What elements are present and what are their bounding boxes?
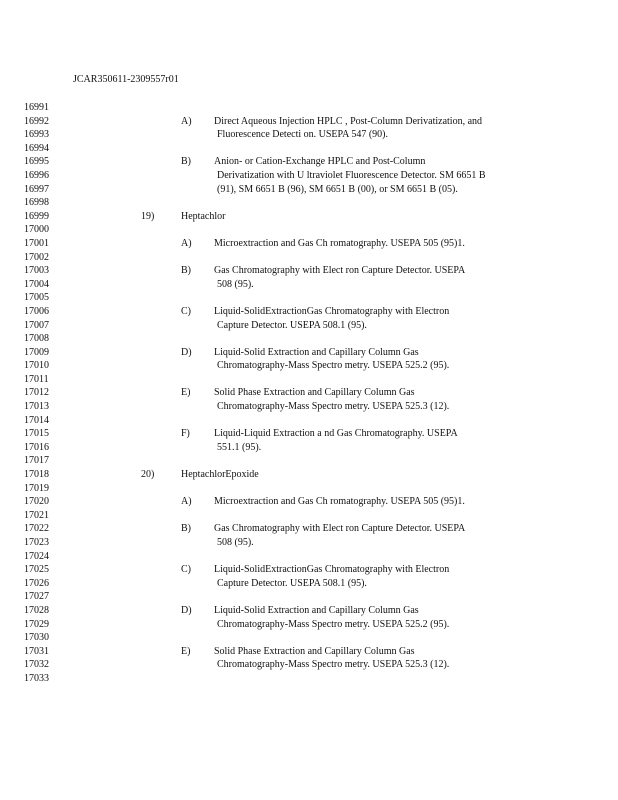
sub-item-text: Gas Chromatography with Elect ron Capture Detector. USEPA — [214, 523, 466, 535]
sub-item-text: Microextraction and Gas Ch romatography. USEPA 505 (95)1. — [214, 496, 465, 508]
continuation-text: Derivatization with U ltraviolet Fluorescence Detector. SM 6651 B — [217, 169, 486, 181]
item-title: Heptachlor — [181, 210, 226, 222]
sub-item — [0, 264, 618, 278]
continuation-text: Chromatography-Mass Spectro metry. USEPA 525.2 (95). — [217, 360, 450, 372]
line-number: 16999 — [24, 210, 49, 222]
document-id: JCAR350611-2309557r01 — [73, 74, 179, 85]
line-number: 16998 — [24, 197, 49, 209]
line-number: 17026 — [24, 577, 49, 589]
sub-item — [0, 386, 618, 400]
line-number: 17005 — [24, 292, 49, 304]
continuation-line — [0, 658, 618, 672]
line-number: 17006 — [24, 305, 49, 317]
sub-item-letter: B) — [181, 156, 191, 168]
line-number: 17002 — [24, 251, 49, 263]
continuation-line — [0, 618, 618, 632]
blank-line — [0, 251, 618, 265]
line-number: 16993 — [24, 129, 49, 141]
continuation-text: Chromatography-Mass Spectro metry. USEPA 525.2 (95). — [217, 618, 450, 630]
line-number: 17000 — [24, 224, 49, 236]
continuation-line — [0, 577, 618, 591]
continuation-text: Capture Detector. USEPA 508.1 (95). — [217, 577, 367, 589]
continuation-text: 508 (95). — [217, 537, 254, 548]
line-number: 17022 — [24, 523, 49, 535]
sub-item-letter: A) — [181, 237, 192, 249]
line-number: 17029 — [24, 618, 49, 630]
line-number: 17033 — [24, 672, 49, 684]
sub-item — [0, 115, 618, 129]
continuation-line — [0, 536, 618, 550]
item-number: 19) — [141, 210, 155, 222]
sub-item — [0, 155, 618, 169]
blank-line — [0, 291, 618, 305]
line-number: 17025 — [24, 564, 49, 576]
blank-line — [0, 590, 618, 604]
continuation-line — [0, 359, 618, 373]
line-number: 17010 — [24, 360, 49, 372]
sub-item-text: Solid Phase Extraction and Capillary Column Gas — [214, 387, 415, 399]
sub-item — [0, 645, 618, 659]
line-number: 16996 — [24, 169, 49, 181]
item-number: 20) — [141, 469, 155, 481]
sub-item-letter: A) — [181, 496, 192, 508]
line-number: 17008 — [24, 333, 49, 345]
sub-item-text: Liquid-Solid Extraction and Capillary Column Gas — [214, 604, 419, 616]
sub-item-letter: C) — [181, 564, 191, 576]
blank-line — [0, 672, 618, 686]
sub-item-letter: F) — [181, 428, 190, 440]
numbered-item — [0, 210, 618, 224]
blank-line — [0, 101, 618, 115]
continuation-line — [0, 319, 618, 333]
continuation-text: Chromatography-Mass Spectro metry. USEPA 525.3 (12). — [217, 659, 450, 671]
sub-item-text: Solid Phase Extraction and Capillary Column Gas — [214, 645, 415, 657]
sub-item — [0, 237, 618, 251]
blank-line — [0, 332, 618, 346]
blank-line — [0, 509, 618, 523]
sub-item-letter: B) — [181, 523, 191, 535]
continuation-line — [0, 278, 618, 292]
line-number: 17024 — [24, 550, 49, 562]
sub-item-letter: D) — [181, 346, 192, 358]
continuation-line — [0, 441, 618, 455]
sub-item — [0, 427, 618, 441]
line-number: 17014 — [24, 414, 49, 426]
sub-item-text: Liquid-SolidExtractionGas Chromatography with Electron — [214, 564, 450, 576]
document-body — [0, 101, 618, 686]
blank-line — [0, 373, 618, 387]
continuation-text: Fluorescence Detecti on. USEPA 547 (90). — [217, 129, 388, 141]
item-title: HeptachlorEpoxide — [181, 469, 259, 481]
line-number: 17020 — [24, 496, 49, 508]
continuation-text: Chromatography-Mass Spectro metry. USEPA 525.3 (12). — [217, 401, 450, 413]
sub-item — [0, 522, 618, 536]
sub-item — [0, 604, 618, 618]
blank-line — [0, 631, 618, 645]
line-number: 16992 — [24, 115, 49, 127]
blank-line — [0, 482, 618, 496]
sub-item — [0, 563, 618, 577]
line-number: 17031 — [24, 645, 49, 657]
sub-item-text: Direct Aqueous Injection HPLC , Post-Column Derivatization, and — [214, 115, 483, 127]
line-number: 17007 — [24, 319, 49, 331]
continuation-text: Capture Detector. USEPA 508.1 (95). — [217, 319, 367, 331]
line-number: 17017 — [24, 455, 49, 467]
blank-line — [0, 223, 618, 237]
sub-item-letter: E) — [181, 645, 191, 657]
continuation-text: 551.1 (95). — [217, 441, 262, 453]
line-number: 17016 — [24, 441, 49, 453]
sub-item-letter: E) — [181, 387, 191, 399]
sub-item-letter: C) — [181, 305, 191, 317]
sub-item-text: Liquid-Solid Extraction and Capillary Column Gas — [214, 346, 419, 358]
numbered-item — [0, 468, 618, 482]
continuation-line — [0, 183, 618, 197]
line-number: 17004 — [24, 278, 49, 290]
sub-item-text: Liquid-Liquid Extraction a nd Gas Chromatography. USEPA — [214, 428, 458, 440]
sub-item-letter: A) — [181, 115, 192, 127]
line-number: 16994 — [24, 142, 49, 154]
line-number: 17028 — [24, 604, 49, 616]
sub-item — [0, 346, 618, 360]
continuation-text: (91), SM 6651 B (96), SM 6651 B (00), or SM 6651 B (05). — [217, 183, 458, 195]
blank-line — [0, 550, 618, 564]
line-number: 17013 — [24, 401, 49, 413]
blank-line — [0, 414, 618, 428]
blank-line — [0, 142, 618, 156]
line-number: 16991 — [24, 102, 49, 113]
line-number: 17019 — [24, 482, 49, 494]
line-number: 17012 — [24, 387, 49, 399]
continuation-line — [0, 169, 618, 183]
line-number: 17032 — [24, 659, 49, 671]
sub-item-text: Anion- or Cation-Exchange HPLC and Post-Column — [214, 156, 426, 168]
line-number: 17009 — [24, 346, 49, 358]
sub-item — [0, 495, 618, 509]
line-number: 17018 — [24, 469, 49, 481]
sub-item-letter: D) — [181, 604, 192, 616]
line-number: 17023 — [24, 537, 49, 548]
line-number: 16997 — [24, 183, 49, 195]
sub-item — [0, 305, 618, 319]
line-number: 17011 — [24, 373, 49, 385]
line-number: 17003 — [24, 265, 49, 277]
continuation-line — [0, 128, 618, 142]
line-number: 17027 — [24, 591, 49, 603]
continuation-line — [0, 400, 618, 414]
line-number: 17021 — [24, 509, 49, 521]
line-number: 17030 — [24, 632, 49, 644]
line-number: 16995 — [24, 156, 49, 168]
line-number: 17015 — [24, 428, 49, 440]
sub-item-text: Gas Chromatography with Elect ron Capture Detector. USEPA — [214, 265, 466, 277]
sub-item-text: Liquid-SolidExtractionGas Chromatography with Electron — [214, 305, 450, 317]
line-number: 17001 — [24, 237, 49, 249]
continuation-text: 508 (95). — [217, 278, 254, 290]
blank-line — [0, 196, 618, 210]
sub-item-letter: B) — [181, 265, 191, 277]
sub-item-text: Microextraction and Gas Ch romatography. USEPA 505 (95)1. — [214, 237, 465, 249]
blank-line — [0, 454, 618, 468]
